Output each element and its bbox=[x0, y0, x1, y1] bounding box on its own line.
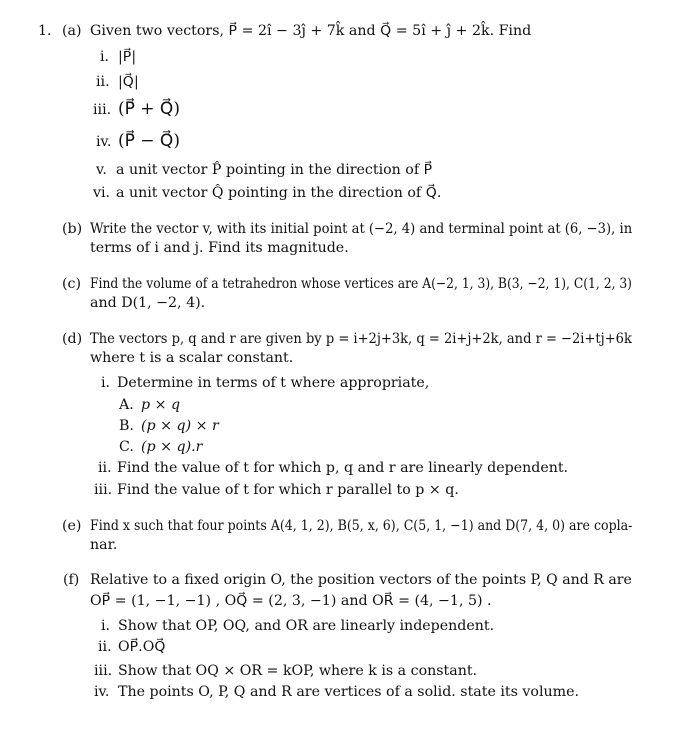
part-a-item-label: ii. bbox=[96, 74, 110, 90]
part-a-stem: Given two vectors, P⃗ = 2î − 3ĵ + 7k̂ and Q⃗ = 5î + ĵ + 2k̂. Find bbox=[90, 23, 532, 39]
part-e-line: nar. bbox=[90, 537, 118, 553]
part-e-line: Find x such that four points A(4, 1, 2), B(5, x, 6), C(5, 1, −1) and D(7, 4, 0) are copla- bbox=[90, 518, 633, 534]
part-f-line: Relative to a fixed origin O, the position vectors of the points P, Q and R are bbox=[90, 572, 632, 588]
part-a-item-text: |Q⃗| bbox=[118, 74, 139, 90]
part-d-item-text: Find the value of t for which p, q and r are linearly dependent. bbox=[117, 460, 569, 476]
part-c-line: and D(1, −2, 4). bbox=[90, 295, 206, 311]
part-a-item-text: (P⃗ − Q⃗) bbox=[118, 131, 180, 151]
part-b-label: (b) bbox=[62, 221, 83, 237]
part-f-item-text: Show that OP, OQ, and OR are linearly independent. bbox=[118, 618, 495, 634]
part-a-item-text: |P⃗| bbox=[118, 49, 137, 65]
part-d-subitem-label: C. bbox=[119, 439, 134, 455]
part-e-label: (e) bbox=[62, 518, 82, 534]
part-d-item-text: Determine in terms of t where appropriate, bbox=[117, 375, 430, 391]
part-a-item-text: a unit vector Q̂ pointing in the direction of Q⃗. bbox=[116, 185, 442, 201]
part-f-item-label: ii. bbox=[98, 639, 112, 655]
part-f-item-label: iv. bbox=[94, 684, 110, 700]
part-a-item-label: vi. bbox=[93, 185, 111, 201]
part-d-item-label: iii. bbox=[94, 482, 113, 498]
question-number: 1. bbox=[38, 23, 52, 39]
part-d-subitem-label: A. bbox=[119, 397, 134, 413]
part-a-item-text: (P⃗ + Q⃗) bbox=[118, 99, 180, 119]
part-b-line: terms of i and j. Find its magnitude. bbox=[90, 240, 349, 256]
part-a-item-label: iv. bbox=[96, 134, 112, 150]
part-f-item-label: i. bbox=[101, 618, 111, 634]
part-f-item-text: The points O, P, Q and R are vertices of a solid. state its volume. bbox=[118, 684, 579, 700]
part-d-item-label: ii. bbox=[98, 460, 112, 476]
part-f-item-text: Show that OQ × OR = kOP, where k is a constant. bbox=[118, 663, 478, 679]
part-d-subitem-text: (p × q).r bbox=[141, 439, 203, 455]
part-f-item-label: iii. bbox=[94, 663, 113, 679]
part-c-line: Find the volume of a tetrahedron whose vertices are A(−2, 1, 3), B(3, −2, 1), C(1, 2, 3) bbox=[90, 276, 632, 292]
part-a-label: (a) bbox=[62, 23, 82, 39]
part-f-label: (f) bbox=[63, 572, 80, 588]
part-d-item-label: i. bbox=[101, 375, 111, 391]
part-d-subitem-label: B. bbox=[119, 418, 134, 434]
part-f-item-text: OP⃗.OQ⃗ bbox=[118, 639, 166, 655]
part-d-line: The vectors p, q and r are given by p = i+2j+3k, q = 2i+j+2k, and r = −2i+tj+6k bbox=[90, 331, 632, 347]
part-a-item-text: a unit vector P̂ pointing in the direction of P⃗ bbox=[116, 162, 433, 178]
part-d-label: (d) bbox=[62, 331, 83, 347]
part-a-item-label: iii. bbox=[93, 102, 112, 118]
part-d-item-text: Find the value of t for which r parallel to p × q. bbox=[117, 482, 459, 498]
part-a-item-label: i. bbox=[100, 49, 110, 65]
part-b-line: Write the vector v, with its initial point at (−2, 4) and terminal point at (6, −3), in bbox=[90, 221, 633, 237]
part-c-label: (c) bbox=[62, 276, 82, 292]
part-d-subitem-text: p × q bbox=[141, 397, 181, 413]
part-d-subitem-text: (p × q) × r bbox=[141, 418, 219, 434]
part-d-line: where t is a scalar constant. bbox=[90, 350, 294, 366]
part-f-line: OP⃗ = (1, −1, −1) , OQ⃗ = (2, 3, −1) and OR⃗ = (4, −1, 5) . bbox=[90, 593, 492, 609]
part-a-item-label: v. bbox=[96, 162, 107, 178]
